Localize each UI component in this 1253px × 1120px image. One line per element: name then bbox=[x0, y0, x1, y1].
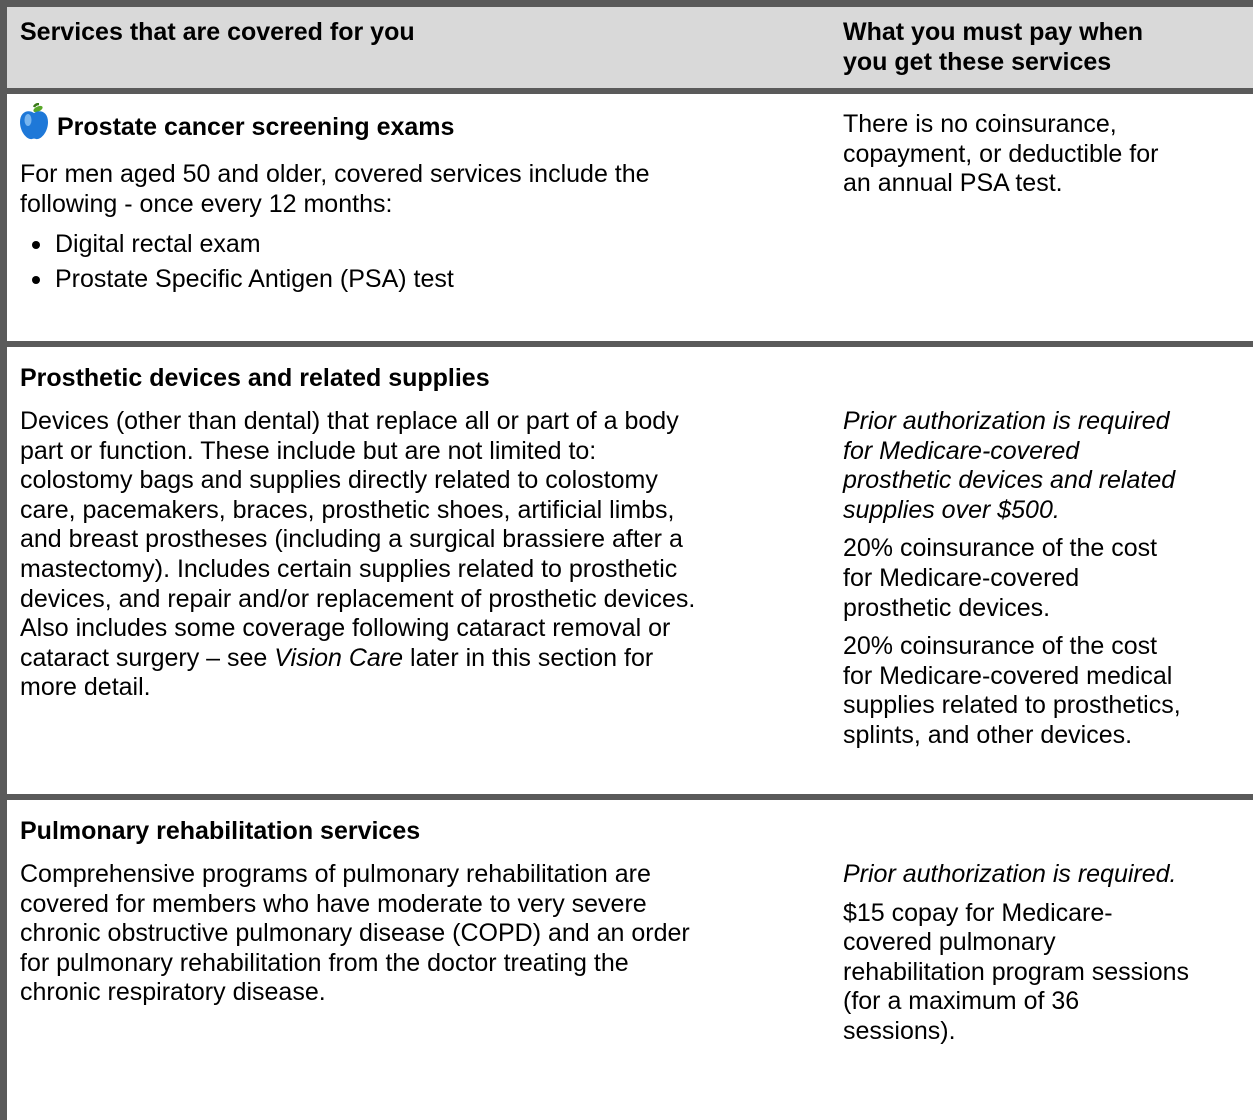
header-divider bbox=[0, 88, 1253, 94]
row1-cost-line2: copayment, or deductible for bbox=[843, 139, 1159, 168]
row2-desc-line bbox=[20, 644, 695, 674]
row1-desc-line2: following - once every 12 months: bbox=[20, 189, 393, 218]
header-payment-line2: you get these services bbox=[843, 48, 1112, 76]
row2-desc-line: devices, and repair and/or replacement of prosthetic devices. bbox=[20, 584, 696, 613]
row2-cost-paragraph-3 bbox=[843, 632, 1181, 750]
row2-desc-line: Also includes some coverage following cataract removal or bbox=[20, 614, 671, 643]
header-payment-line1: What you must pay when bbox=[843, 18, 1144, 46]
row1-cost-line3: an annual PSA test. bbox=[843, 169, 1063, 198]
row2-cost-line: 20% coinsurance of the cost bbox=[843, 632, 1158, 661]
row2-cost-line: for Medicare-covered medical bbox=[843, 661, 1173, 690]
row1-cost-line1: There is no coinsurance, bbox=[843, 110, 1117, 138]
row2-cost-prior-auth: for Medicare-covered bbox=[843, 436, 1080, 465]
row1-description bbox=[20, 160, 650, 219]
header-services: Services that are covered for you bbox=[20, 18, 415, 46]
row3-cost-line: covered pulmonary bbox=[843, 928, 1056, 957]
row2-cost-line: 20% coinsurance of the cost bbox=[843, 534, 1158, 563]
row1-desc-line1: For men aged 50 and older, covered services include the bbox=[20, 160, 650, 188]
row2-cost-line: splints, and other devices. bbox=[843, 720, 1133, 749]
row2-desc-line: more detail. bbox=[20, 673, 151, 702]
vision-care-reference: Vision Care bbox=[274, 643, 404, 672]
row3-cost-paragraph-2 bbox=[843, 899, 1189, 1047]
row2-cost-line: prosthetic devices. bbox=[843, 593, 1051, 622]
row-divider-2 bbox=[0, 794, 1253, 800]
row2-desc-text: later in this section for bbox=[403, 643, 654, 672]
row3-cost-line: rehabilitation program sessions bbox=[843, 957, 1190, 986]
row2-cost-prior-auth: Prior authorization is required bbox=[843, 407, 1170, 435]
header-payment bbox=[843, 17, 1143, 77]
row3-cost-line: sessions). bbox=[843, 1016, 956, 1045]
row2-title: Prosthetic devices and related supplies bbox=[20, 364, 490, 392]
row2-desc-line: part or function. These include but are not limited to: bbox=[20, 436, 597, 465]
row2-desc-line: colostomy bags and supplies directly related to colostomy bbox=[20, 466, 658, 495]
table-top-border bbox=[0, 0, 1253, 7]
row3-desc-line: Comprehensive programs of pulmonary rehabilitation are bbox=[20, 860, 651, 888]
row3-desc-line: chronic respiratory disease. bbox=[20, 978, 326, 1007]
list-item: Digital rectal exam bbox=[20, 227, 454, 262]
row1-cost bbox=[843, 110, 1158, 199]
list-item: Prostate Specific Antigen (PSA) test bbox=[20, 262, 454, 297]
table-left-border bbox=[0, 0, 7, 1120]
apple-icon bbox=[18, 103, 50, 141]
row1-bullet-list bbox=[20, 227, 454, 297]
row2-desc-line: mastectomy). Includes certain supplies related to prosthetic bbox=[20, 554, 678, 583]
row2-cost bbox=[843, 407, 1181, 751]
row2-cost-line: for Medicare-covered bbox=[843, 563, 1080, 592]
row-divider-1 bbox=[0, 341, 1253, 347]
row2-cost-line: supplies related to prosthetics, bbox=[843, 691, 1181, 720]
row3-desc-line: for pulmonary rehabilitation from the doctor treating the bbox=[20, 948, 629, 977]
row2-cost-prior-auth: supplies over $500. bbox=[843, 495, 1060, 524]
row2-cost-paragraph-2 bbox=[843, 534, 1181, 623]
row3-cost-prior-auth: Prior authorization is required. bbox=[843, 860, 1177, 888]
row3-title: Pulmonary rehabilitation services bbox=[20, 817, 421, 845]
row2-description bbox=[20, 407, 695, 703]
row3-cost-line: (for a maximum of 36 bbox=[843, 987, 1080, 1016]
row1-title: Prostate cancer screening exams bbox=[57, 113, 455, 141]
row3-desc-line: chronic obstructive pulmonary disease (COPD) and an order bbox=[20, 919, 690, 948]
row2-desc-line: and breast prostheses (including a surgical brassiere after a bbox=[20, 525, 683, 554]
row3-description bbox=[20, 860, 690, 1008]
row3-desc-line: covered for members who have moderate to very severe bbox=[20, 889, 647, 918]
row2-cost-prior-auth: prosthetic devices and related bbox=[843, 466, 1176, 495]
row3-cost bbox=[843, 860, 1189, 1047]
row2-desc-text: cataract surgery – see bbox=[20, 643, 275, 672]
row2-desc-line: care, pacemakers, braces, prosthetic shoes, artificial limbs, bbox=[20, 495, 675, 524]
row2-desc-line: Devices (other than dental) that replace all or part of a body bbox=[20, 407, 679, 435]
row3-cost-line: $15 copay for Medicare- bbox=[843, 898, 1113, 927]
